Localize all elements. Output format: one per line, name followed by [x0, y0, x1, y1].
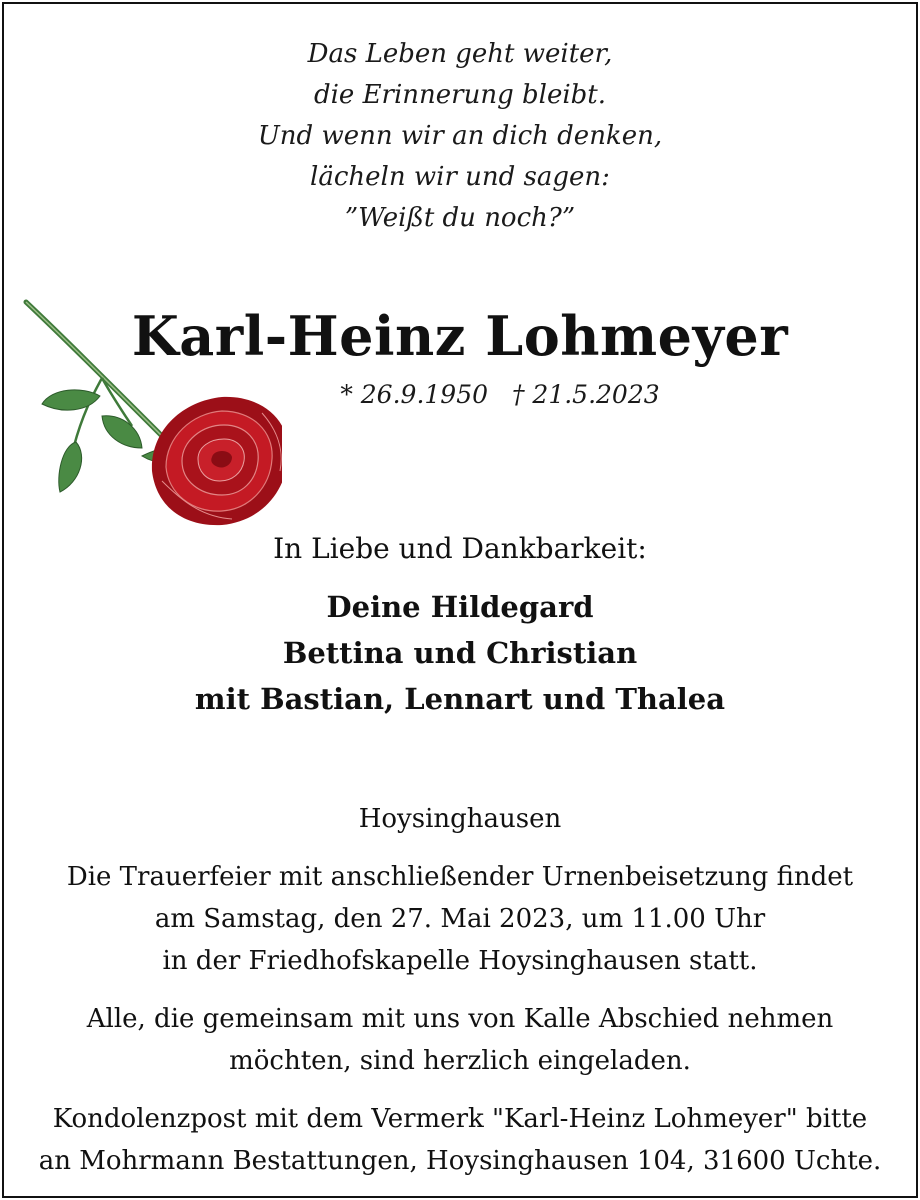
- poem: [4, 34, 916, 239]
- poem-line: ”Weißt du noch?”: [344, 203, 576, 233]
- ceremony-line: in der Friedhofskapelle Hoysinghausen statt.: [162, 946, 758, 976]
- poem-line: die Erinnerung bleibt.: [313, 80, 607, 110]
- invitation-line: möchten, sind herzlich eingeladen.: [229, 1046, 691, 1076]
- invitation: [4, 998, 916, 1082]
- obituary-card: [2, 2, 918, 1198]
- poem-line: Und wenn wir an dich denken,: [257, 121, 663, 151]
- poem-line: lächeln wir und sagen:: [310, 162, 610, 192]
- life-dates: [4, 380, 916, 409]
- mourner-line: Deine Hildegard: [326, 590, 594, 624]
- ceremony-line: Die Trauerfeier mit anschließender Urnenbeisetzung findet: [66, 862, 854, 892]
- condolence-line: Kondolenzpost mit dem Vermerk "Karl-Heinz Lohmeyer" bitte: [52, 1104, 868, 1134]
- ceremony-info: [4, 856, 916, 982]
- mourner-line: mit Bastian, Lennart und Thalea: [194, 682, 726, 716]
- location: Hoysinghausen: [358, 804, 562, 834]
- death-date: † 21.5.2023: [511, 380, 660, 409]
- condolence-line: an Mohrmann Bestattungen, Hoysinghausen 104, 31600 Uchte.: [38, 1146, 882, 1176]
- condolence-note: [4, 1098, 916, 1182]
- invitation-line: Alle, die gemeinsam mit uns von Kalle Abschied nehmen: [86, 1004, 834, 1034]
- birth-date: * 26.9.1950: [340, 380, 489, 409]
- ceremony-line: am Samstag, den 27. Mai 2023, um 11.00 Uhr: [154, 904, 766, 934]
- mourners-intro: In Liebe und Dankbarkeit:: [273, 532, 647, 565]
- poem-line: Das Leben geht weiter,: [307, 39, 613, 69]
- deceased-name: Karl-Heinz Lohmeyer: [131, 304, 789, 368]
- mourners-list: [4, 584, 916, 722]
- mourner-line: Bettina und Christian: [282, 636, 638, 670]
